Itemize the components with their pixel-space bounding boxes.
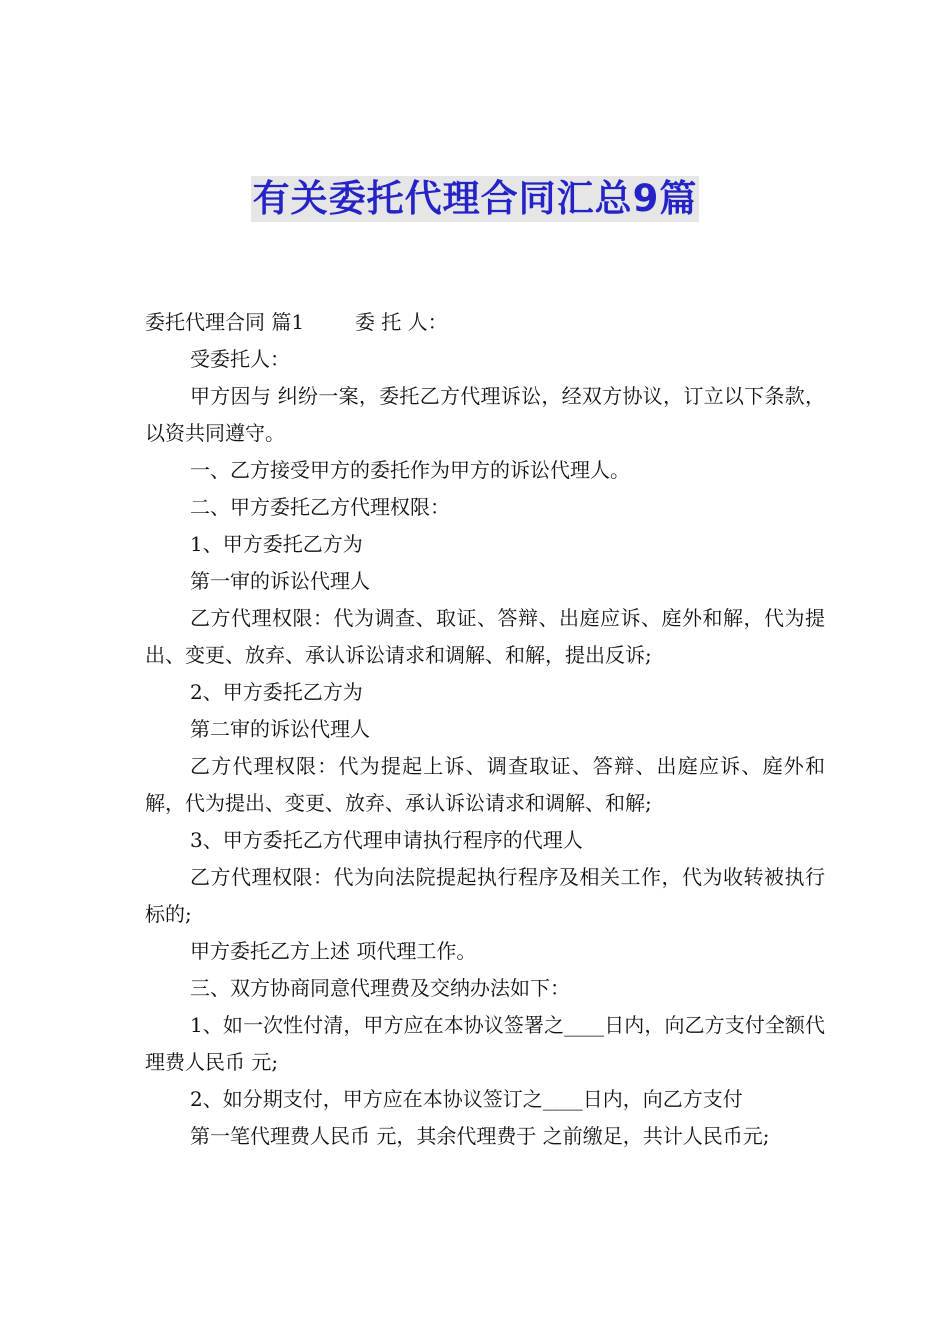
- paragraph: 三、双方协商同意代理费及交纳办法如下：: [190, 976, 570, 1000]
- document-title: 有关委托代理合同汇总9篇: [252, 177, 698, 220]
- paragraph: 1、甲方委托乙方为: [190, 532, 363, 556]
- paragraph: 乙方代理权限：代为向法院提起执行程序及相关工作，代为收转被执行标的;: [145, 865, 825, 926]
- paragraph: 乙方代理权限：代为提起上诉、调查取证、答辩、出庭应诉、庭外和解，代为提出、变更、放弃、承认诉讼请求和调解、和解;: [145, 754, 825, 815]
- paragraph: 第一笔代理费人民币 元，其余代理费于 之前缴足，共计人民币元;: [190, 1124, 770, 1148]
- paragraph: 2、如分期支付，甲方应在本协议签订之____日内，向乙方支付: [190, 1087, 743, 1111]
- paragraph: 甲方委托乙方上述 项代理工作。: [190, 939, 477, 963]
- paragraph: 3、甲方委托乙方代理申请执行程序的代理人: [190, 828, 583, 852]
- paragraph: 甲方因与 纠纷一案，委托乙方代理诉讼，经双方协议，订立以下条款，以资共同遵守。: [145, 384, 825, 445]
- paragraph: 一、乙方接受甲方的委托作为甲方的诉讼代理人。: [190, 458, 630, 482]
- paragraph: 乙方代理权限：代为调查、取证、答辩、出庭应诉、庭外和解，代为提出、变更、放弃、承认诉讼请求和调解、和解，提出反诉;: [145, 606, 825, 667]
- title-container: [0, 176, 950, 222]
- paragraph-intro: 委托代理合同 篇1 委 托 人：: [145, 310, 448, 334]
- paragraph: 二、甲方委托乙方代理权限：: [190, 495, 450, 519]
- paragraph: 第二审的诉讼代理人: [190, 717, 370, 741]
- paragraph: 1、如一次性付清，甲方应在本协议签署之____日内，向乙方支付全额代理费人民币 元;: [145, 1013, 825, 1074]
- paragraph: 受委托人：: [190, 347, 290, 371]
- document-body: [145, 304, 825, 1155]
- paragraph: 2、甲方委托乙方为: [190, 680, 363, 704]
- paragraph: 第一审的诉讼代理人: [190, 569, 370, 593]
